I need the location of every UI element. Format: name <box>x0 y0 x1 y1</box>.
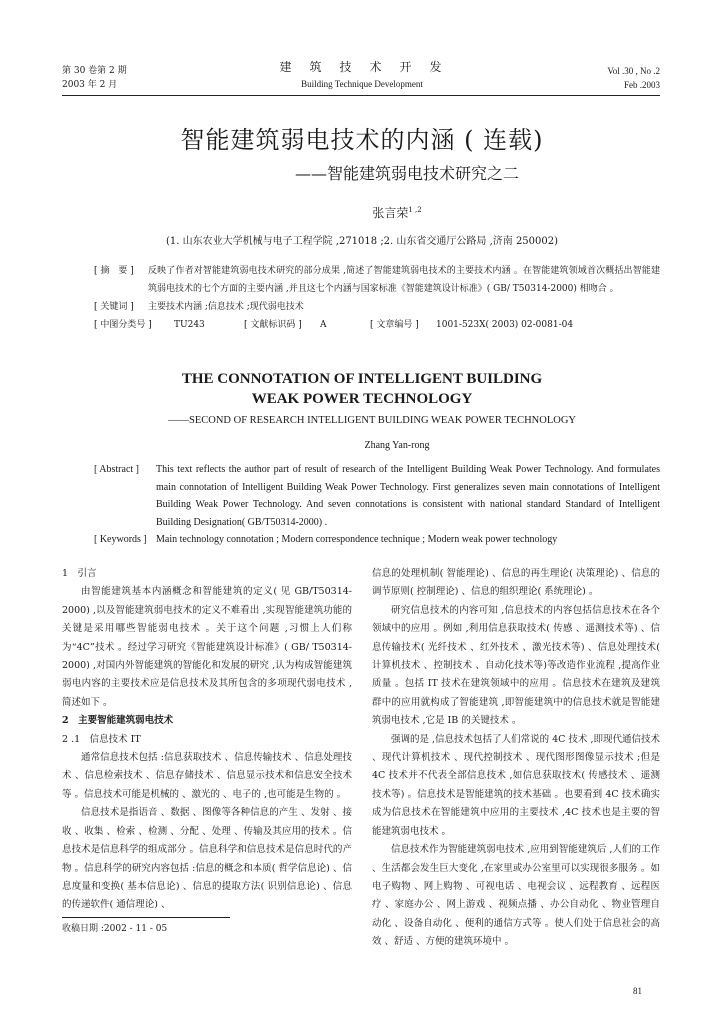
author-cn <box>0 204 724 221</box>
subtitle-en: ——SECOND OF RESEARCH INTELLIGENT BUILDING WEAK POWER TECHNOLOGY <box>167 415 577 426</box>
article-no-value: 1001-523X( 2003) 02-0081-04 <box>436 320 574 330</box>
paragraph: 强调的是 ,信息技术包括了人们常说的 4C 技术 ,即现代通信技术 、现代计算机技术 、现代控制技术 、现代图形图像显示技术 ;但是 4C 技术并不代表全部信息技术 ,如信息获取技术( 传感技术 、遥测技术等) 。信息技术是智能建筑的技术基础 。也要看到 4C 技术确实成为信息技术在智能建筑中应用的主要技术 ,4C 技术也是主要的智能建筑弱电技术 。 <box>372 733 660 837</box>
header-rule <box>62 95 660 96</box>
title-en-line1: THE CONNOTATION OF INTELLIGENT BUILDING <box>181 371 543 387</box>
article-no-label: [ 文章编号 ] <box>370 320 419 330</box>
header-date-cn: 2003 年 2 月 <box>62 80 118 90</box>
abstract-cn-text: 反映了作者对智能建筑弱电技术研究的部分成果 ,简述了智能建筑弱电技术的主要技术内涵 。在智能建筑领域首次概括出智能建筑弱电技术的七个方面的主要内涵 ,并且这七个内涵与国家标准《智能建筑设计标准》( GB/ T50314-2000) 相吻合 。 <box>148 266 660 294</box>
header-volume-en <box>607 64 660 92</box>
keywords-cn-label: [ 关键词 ] <box>94 302 134 312</box>
paragraph: 通常信息技术包括 :信息获取技术 、信息传输技术 、信息处理技术 、信息检索技术 、信息存储技术 、信息显示技术和信息安全技术等 。信息技术可能是机械的 、激光的 、电子的 ,也可能是生物的 。 <box>62 752 352 800</box>
footnote-rule <box>62 917 230 918</box>
header-date-en: Feb .2003 <box>624 80 660 90</box>
doc-code-label: [ 文献标识码 ] <box>244 320 302 330</box>
classification-row <box>94 316 660 334</box>
title-en-line2: WEAK POWER TECHNOLOGY <box>251 391 473 407</box>
keywords-cn-text: 主要技术内涵 ;信息技术 ;现代弱电技术 <box>148 302 304 312</box>
abstract-cn <box>94 262 660 334</box>
paragraph: 研究信息技术的内容可知 ,信息技术的内容包括信息技术在各个领域中的应用 。例如 ,利用信息获取技术( 传感 、遥测技术等) 、信息传输技术( 光纤技术 、红外技术 、激光技术等) 、信息处理技术( 计算机技术 、控制技术 、自动化技术等)等改造作业流程 ,提高作业质量 。包括 IT 技术在建筑领域中的应用 。信息技术在建筑及建筑群中的应用就构成了智能建筑 ,即智能建筑中的信息技术就是智能建筑弱电技术 ,它是 IB 的关键技术 。 <box>372 604 660 727</box>
received-date: 收稿日期 :2002 - 11 - 05 <box>62 924 168 934</box>
paragraph: 由智能建筑基本内涵概念和智能建筑的定义( 见 GB/T50314-2000) ,以及智能建筑弱电技术的定义不难看出 ,实现智能建筑功能的关键是采用哪些智能弱电技术 。关于这个问题 ,习惯上人们称为“4C”技术 。经过学习研究《智能建筑设计标准》( GB/ T50314-2000) ,对国内外智能建筑的智能化和发展的研究 ,认为构成智能建筑弱电内容的主要技术应是信息技术及其所包含的多项现代弱电技术 ,简述如下 。 <box>62 586 352 708</box>
paragraph: 信息技术是指语音 、数据 、图像等各种信息的产生 、发射 、接收 、收集 、检索 、检测 、分配 、处理 、传输及其应用的技术 。信息技术是信息科学的组成部分 。信息科学和信息技术是信息时代的产物 。信息科学的研究内容包括 :信息的概念和本质( 哲学信息论) 、信息度量和变换( 基本信息论) 、信息的提取方法( 识别信息论) 、信息的传递软件( 通信理论) 、 <box>62 807 352 911</box>
section-1-heading: 1 引言 <box>62 568 97 579</box>
keywords-cn <box>94 298 660 316</box>
section-2-1-heading: 2 .1 信息技术 IT <box>62 733 141 745</box>
page-subtitle: ——智能建筑弱电技术研究之二 <box>294 164 519 183</box>
header-volume: 第 30 卷第 2 期 <box>62 66 127 76</box>
clc-label: [ 中图分类号 ] <box>94 320 152 330</box>
section-2-heading: 2 主要智能建筑弱电技术 <box>62 715 174 727</box>
paragraph: 信息技术作为智能建筑弱电技术 ,应用到智能建筑后 ,人们的工作 、生活都会发生巨大变化 ,在家里或办公室里可以实现很多服务 。如电子购物 、网上购物 、可视电话 、电视会议 、远程教育 、远程医疗 、家庭办公 、网上游戏 、视频点播 、办公自动化 、物业管理自动化 、设备自动化 、便利的通信方式等 。使人们处于信息社会的高效 、舒适 、方便的建筑环境中 。 <box>372 844 660 948</box>
keywords-en-text: Main technology connotation ; Modern correspondence technique ; Modern weak power technology <box>156 534 558 545</box>
journal-name-en: Building Technique Development <box>301 79 423 89</box>
right-column <box>372 565 660 952</box>
author-en: Zhang Yan-rong <box>364 440 430 451</box>
affiliation-cn: (1. 山东农业大学机械与电子工程学院 ,271018 ;2. 山东省交通厅公路局 ,济南 250002) <box>165 236 559 247</box>
clc-value: TU243 <box>174 320 205 330</box>
header-vol-en: Vol .30 , No .2 <box>607 66 660 76</box>
journal-header <box>262 58 462 89</box>
author-name-cn: 张言荣 <box>372 206 409 220</box>
page-number: 81 <box>633 986 642 996</box>
page-title: 智能建筑弱电技术的内涵 ( 连载) <box>180 126 544 154</box>
abstract-cn-label: [ 摘 要 ] <box>94 266 134 276</box>
paragraph: 信息的处理机制( 智能理论) 、信息的再生理论( 决策理论) 、信息的调节原则( 控制理论) 、信息的组织理论( 系统理论) 。 <box>372 568 660 598</box>
keywords-en <box>94 531 660 549</box>
keywords-en-label: [ Keywords ] <box>94 534 147 545</box>
doc-code-value: A <box>320 320 327 330</box>
header-volume-issue <box>62 64 127 92</box>
left-column <box>62 565 352 915</box>
abstract-en-text: This text reflects the author part of result of research of the Intelligent Building Weak Power Technology. And formulates main connotation of Intelligent Building Weak Power Technology. First generalizes seven main connotations of Intelligent Building Weak Power Technology. And seven connotations is consistent with national standard Standard of Intelligent Building Designation( GB/T50314-2000) . <box>156 464 660 528</box>
abstract-en-label: [ Abstract ] <box>94 464 139 475</box>
author-affiliation-marks: 1 ,2 <box>408 206 422 214</box>
abstract-en <box>94 461 660 549</box>
journal-name-cn: 建 筑 技 术 开 发 <box>279 60 445 74</box>
